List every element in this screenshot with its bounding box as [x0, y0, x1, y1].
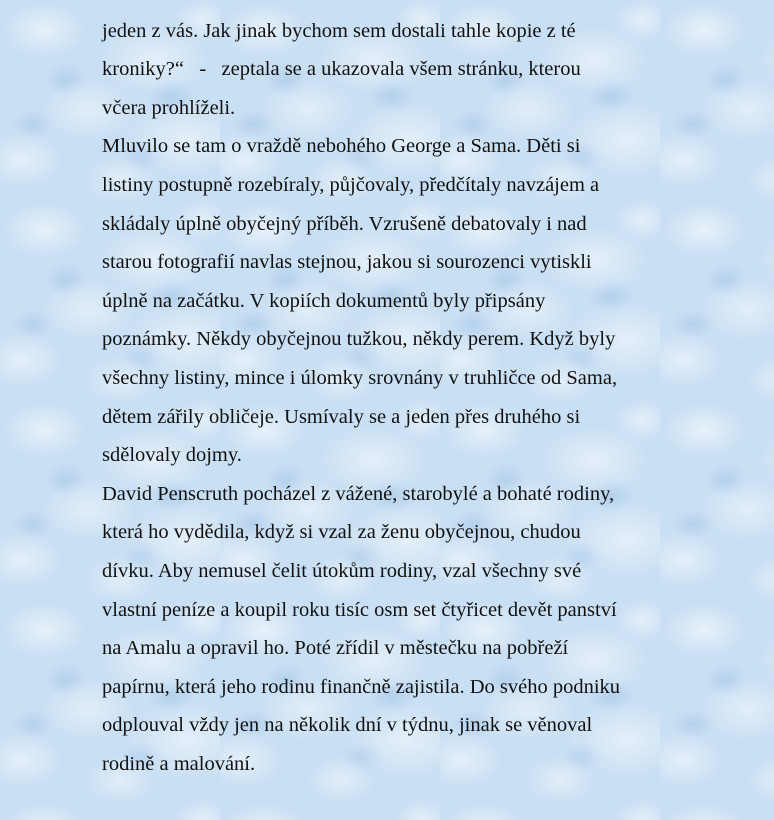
text-line: včera prohlíželi. — [102, 96, 236, 119]
text-line: David Penscruth pocházel z vážené, starobylé a bohaté rodiny, — [102, 482, 615, 505]
text-line: dívku. Aby nemusel čelit útokům rodiny, vzal všechny své — [102, 559, 582, 582]
text-line: na Amalu a opravil ho. Poté zřídil v městečku na pobřeží — [102, 637, 569, 660]
text-line: úplně na začátku. V kopiích dokumentů byly připsány — [102, 289, 546, 312]
text-line: jeden z vás. Jak jinak bychom sem dostali tahle kopie z té — [102, 19, 576, 42]
text-line: která ho vydědila, když si vzal za ženu obyčejnou, chudou — [102, 521, 581, 544]
text-line: starou fotografií navlas stejnou, jakou si sourozenci vytiskli — [102, 251, 592, 274]
text-line: rodině a malování. — [102, 752, 256, 775]
text-line: Mluvilo se tam o vraždě nebohého George a Sama. Děti si — [102, 135, 581, 158]
text-line: listiny postupně rozebíraly, půjčovaly, předčítaly navzájem a — [102, 173, 600, 196]
text-line: papírnu, která jeho rodinu finančně zajistila. Do svého podniku — [102, 675, 621, 698]
text-line: skládaly úplně obyčejný příběh. Vzrušeně debatovaly i nad — [102, 212, 587, 235]
text-line: kroniky?“ - zeptala se a ukazovala všem stránku, kterou — [102, 58, 581, 81]
text-line: dětem zářily obličeje. Usmívaly se a jeden přes druhého si — [102, 405, 581, 428]
text-line: poznámky. Někdy obyčejnou tužkou, někdy perem. Když byly — [102, 328, 616, 351]
text-line: sdělovaly dojmy. — [102, 444, 242, 467]
text-line: všechny listiny, mince i úlomky srovnány v truhličce od Sama, — [102, 366, 618, 389]
text-line: odplouval vždy jen na několik dní v týdnu, jinak se věnoval — [102, 714, 593, 737]
text-line: vlastní peníze a koupil roku tisíc osm set čtyřicet devět panství — [102, 598, 617, 621]
document-page — [102, 0, 682, 783]
